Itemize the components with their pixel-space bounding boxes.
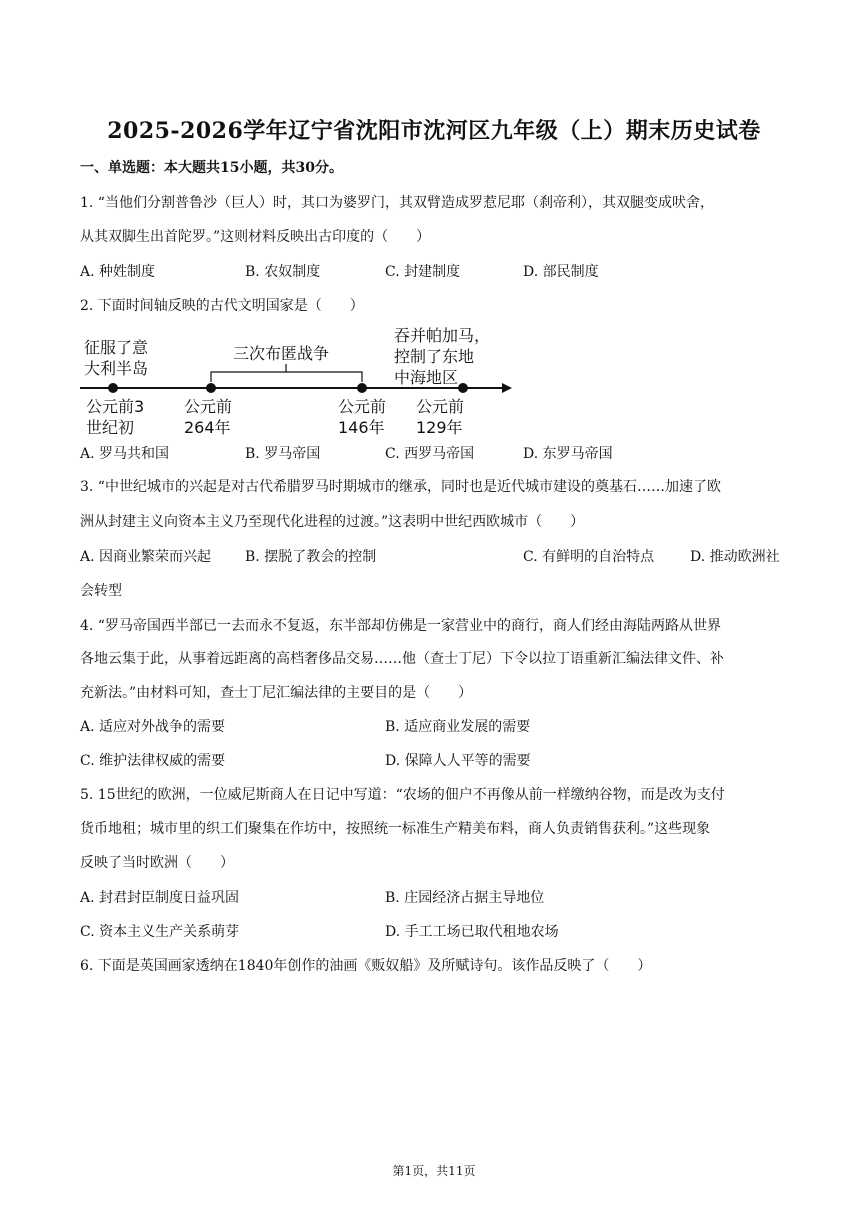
q2-stem: 2. 下面时间轴反映的古代文明国家是（ ） xyxy=(80,298,364,314)
timeline-event-2: 三次布匿战争 xyxy=(233,344,330,363)
q4-option-b: B. 适应商业发展的需要 xyxy=(385,719,531,735)
timeline-date-4: 公元前 129年 xyxy=(416,397,465,437)
q5-stem-line1: 5. 15世纪的欧洲，一位威尼斯商人在日记中写道：“农场的佃户不再像从前一样缴纳谷物，而是改为支付 xyxy=(80,787,725,803)
q3-stem-line2: 洲从封建主义向资本主义乃至现代化进程的过渡。”这表明中世纪西欧城市（ ） xyxy=(80,514,585,530)
page-footer: 第1页，共11页 xyxy=(392,1164,476,1178)
q1-stem-line2: 从其双脚生出首陀罗。”这则材料反映出古印度的（ ） xyxy=(80,229,431,245)
q5-stem-line3: 反映了当时欧洲（ ） xyxy=(80,855,234,871)
timeline-event-3: 吞并帕加马， 控制了东地 中海地区 xyxy=(394,326,491,387)
q2-option-b: B. 罗马帝国 xyxy=(245,446,321,462)
q5-option-c: C. 资本主义生产关系萌芽 xyxy=(80,924,240,940)
page-title: 2025-2026学年辽宁省沈阳市沈河区九年级（上）期末历史试卷 xyxy=(107,118,761,144)
q6-stem: 6. 下面是英国画家透纳在1840年创作的油画《贩奴船》及所赋诗句。该作品反映了（ ） xyxy=(80,958,652,974)
q3-stem-line1: 3. “中世纪城市的兴起是对古代希腊罗马时期城市的继承，同时也是近代城市建设的奠基石……加速了欧 xyxy=(80,479,721,495)
q4-option-c: C. 维护法律权威的需要 xyxy=(80,753,226,769)
q5-option-a: A. 封君封臣制度日益巩固 xyxy=(80,890,240,906)
q3-option-a: A. 因商业繁荣而兴起 xyxy=(80,549,212,565)
q5-stem-line2: 货币地租；城市里的织工们聚集在作坊中，按照统一标准生产精美布料，商人负责销售获利。”这些现象 xyxy=(80,821,711,837)
q4-stem-line1: 4. “罗马帝国西半部已一去而永不复返，东半部却仿佛是一家营业中的商行，商人们经由海陆两路从世界 xyxy=(80,618,721,634)
timeline-event-1: 征服了意 大利半岛 xyxy=(84,338,149,378)
q5-option-b: B. 庄园经济占据主导地位 xyxy=(385,890,545,906)
q1-option-b: B. 农奴制度 xyxy=(245,264,321,280)
q4-option-d: D. 保障人人平等的需要 xyxy=(385,753,531,769)
timeline-point-1 xyxy=(108,383,118,393)
q2-option-d: D. 东罗马帝国 xyxy=(523,446,613,462)
timeline-figure xyxy=(80,320,520,440)
q2-option-c: C. 西罗马帝国 xyxy=(385,446,475,462)
q3-option-b: B. 摆脱了教会的控制 xyxy=(245,549,377,565)
q1-option-a: A. 种姓制度 xyxy=(80,264,156,280)
q3-option-d: D. 推动欧洲社 xyxy=(690,549,780,565)
q1-stem-line1: 1. “当他们分割普鲁沙（巨人）时，其口为婆罗门，其双臂造成罗惹尼耶（刹帝利），其双腿变成吠舍， xyxy=(80,195,714,211)
q3-option-d-continued: 会转型 xyxy=(80,583,122,599)
timeline-point-3 xyxy=(357,383,367,393)
q2-option-a: A. 罗马共和国 xyxy=(80,446,170,462)
q3-option-c: C. 有鲜明的自治特点 xyxy=(523,549,655,565)
q1-option-c: C. 封建制度 xyxy=(385,264,461,280)
q1-option-d: D. 部民制度 xyxy=(523,264,599,280)
timeline-bracket xyxy=(211,372,362,382)
q5-option-d: D. 手工工场已取代租地农场 xyxy=(385,924,559,940)
timeline-date-3: 公元前 146年 xyxy=(338,397,387,437)
timeline-date-1: 公元前3 世纪初 xyxy=(86,397,145,437)
timeline-date-2: 公元前 264年 xyxy=(184,397,233,437)
q4-stem-line3: 充新法。”由材料可知，查士丁尼汇编法律的主要目的是（ ） xyxy=(80,685,473,701)
q4-option-a: A. 适应对外战争的需要 xyxy=(80,719,226,735)
section-heading: 一、单选题：本大题共15小题，共30分。 xyxy=(80,160,343,176)
q4-stem-line2: 各地云集于此，从事着远距离的高档奢侈品交易……他（查士丁尼）下令以拉丁语重新汇编法律文件、补 xyxy=(80,651,724,667)
timeline-point-2 xyxy=(206,383,216,393)
